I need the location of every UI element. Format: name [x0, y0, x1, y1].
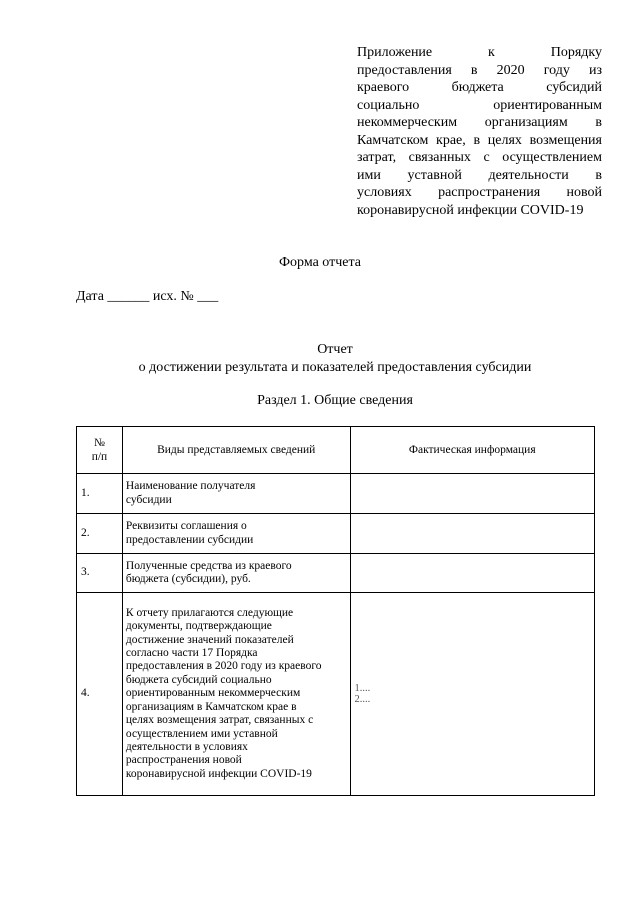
row-description: [122, 554, 350, 593]
row-description-line: предоставлении субсидии: [125, 533, 254, 546]
row-description-line: бюджета (субсидии), руб.: [125, 573, 251, 585]
row-description-line: бюджета субсидий социально: [125, 673, 272, 686]
row-description-line: осуществлением ими уставной: [125, 727, 278, 740]
table-row: [77, 593, 595, 796]
row-number: 3.: [77, 554, 123, 593]
row-description-line: распространения новой: [125, 754, 242, 767]
annex-line: затрат, связанных с осуществлением: [357, 150, 602, 165]
table-header-row: [77, 427, 595, 474]
row-description-line: организациям в Камчатском крае в: [125, 700, 297, 713]
annex-line: ими уставной деятельности в: [357, 167, 602, 183]
row-description-line: субсидии: [125, 493, 172, 506]
row-description: [122, 593, 350, 796]
row-description-line: целях возмещения затрат, связанных с: [125, 714, 314, 727]
row-value-cell[interactable]: [350, 474, 594, 514]
annex-line: некоммерческим организациям в: [357, 115, 602, 130]
annex-line: коронавирусной инфекции COVID-19: [357, 202, 584, 218]
report-title: [0, 341, 640, 376]
header-num-line2: п/п: [91, 451, 108, 463]
report-subheading: о достижении результата и показателей предоставления субсидии: [138, 359, 532, 375]
row-description-line: деятельности в условиях: [125, 740, 248, 753]
header-num: [77, 427, 123, 474]
row-description-line: К отчету прилагаются следующие: [125, 606, 294, 619]
row-description-line: Наименование получателя: [125, 480, 256, 493]
annex-line: предоставления в 2020 году из: [357, 62, 602, 78]
row-description-line: документы, подтверждающие: [125, 620, 272, 633]
row-description: [122, 474, 350, 514]
general-info-table: [76, 426, 595, 796]
table-row: [77, 474, 595, 514]
form-title: Форма отчета: [278, 255, 362, 270]
row-description-line: предоставления в 2020 году из краевого: [125, 660, 322, 673]
annex-line: условиях распространения новой: [357, 185, 602, 200]
row-description-line: ориентированным некоммерческим: [125, 687, 301, 700]
header-num-line1: №: [93, 437, 105, 449]
row-number: 4.: [77, 593, 123, 796]
header-actual: Фактическая информация: [350, 427, 594, 474]
annex-note: [357, 44, 602, 219]
row-description-line: Реквизиты соглашения о: [125, 520, 247, 533]
report-heading: Отчет: [317, 342, 353, 357]
row-value-cell[interactable]: [350, 554, 594, 593]
row-description-line: Полученные средства из краевого: [125, 559, 292, 572]
row-number: 1.: [77, 474, 123, 514]
table-row: [77, 514, 595, 554]
row-value-cell[interactable]: [350, 514, 594, 554]
row-number: 2.: [77, 514, 123, 554]
row-description-line: коронавирусной инфекции COVID-19: [125, 767, 312, 780]
row-description-line: достижение значений показателей: [125, 633, 294, 646]
row-description: [122, 514, 350, 554]
annex-line: Камчатском крае, в целях возмещения: [357, 132, 602, 148]
annex-line: Приложение к Порядку: [357, 45, 602, 60]
attachment-item: 1....: [354, 682, 371, 694]
header-kinds: Виды представляемых сведений: [122, 427, 350, 474]
section-title: Раздел 1. Общие сведения: [257, 393, 413, 408]
row-value-cell[interactable]: [350, 593, 594, 796]
annex-line: социально ориентированным: [357, 97, 602, 113]
attachment-item: 2....: [354, 694, 371, 705]
date-line: Дата ______ исх. № ___: [76, 289, 219, 304]
row-description-line: согласно части 17 Порядка: [125, 647, 258, 660]
annex-line: краевого бюджета субсидий: [357, 80, 602, 95]
table-row: [77, 554, 595, 593]
